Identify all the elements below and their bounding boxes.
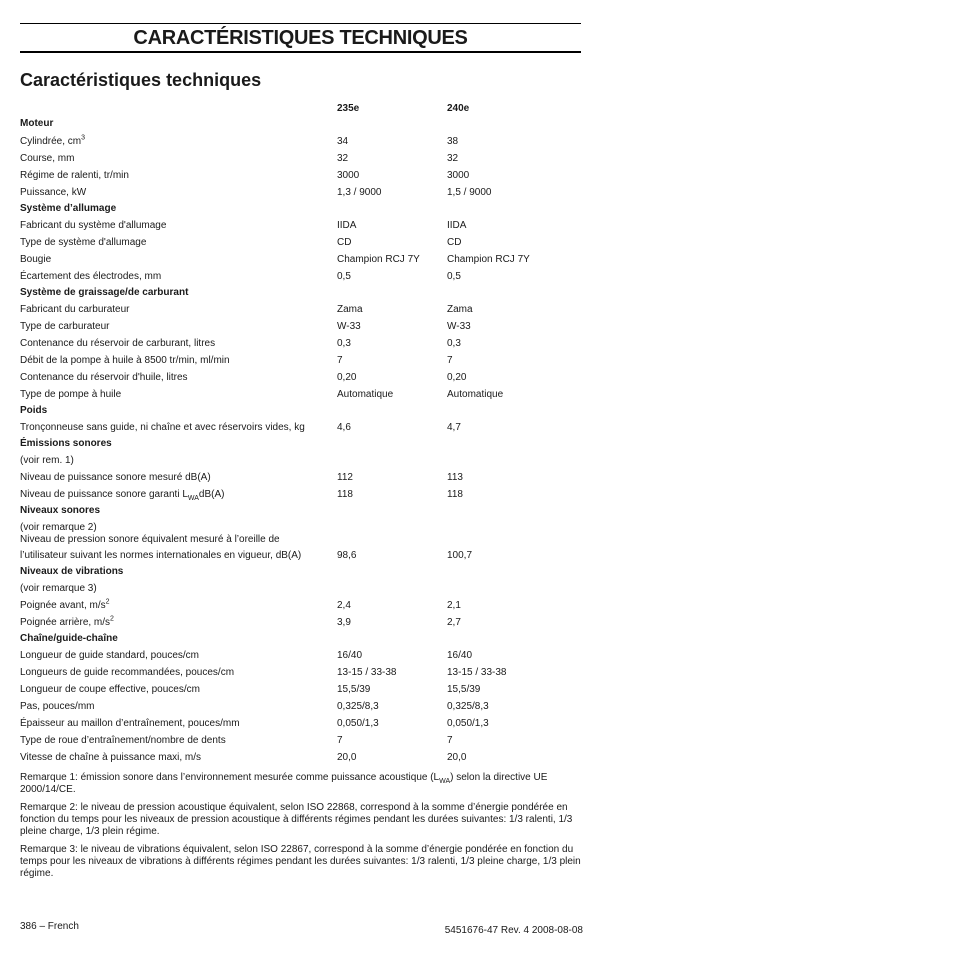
spec-label: Course, mm — [20, 153, 75, 164]
spec-row — [20, 681, 581, 698]
value-240e: 38 — [447, 136, 459, 147]
section-title: Caractéristiques techniques — [20, 70, 262, 90]
spec-label: Poignée arrière, $m/s^2$ — [20, 615, 114, 628]
spec-row — [20, 597, 581, 614]
value-240e: W-33 — [447, 321, 471, 332]
value-240e: 240e — [447, 103, 470, 114]
value-235e: 0,20 — [337, 372, 357, 383]
value-235e: 3,9 — [337, 617, 351, 628]
value-240e: 0,3 — [447, 338, 461, 349]
spec-row — [20, 452, 581, 469]
value-235e: 0,325/8,3 — [337, 701, 379, 712]
spec-label: Bougie — [20, 254, 52, 265]
value-240e: 2,1 — [447, 600, 461, 611]
value-240e: 0,5 — [447, 271, 461, 282]
value-240e: 7 — [447, 735, 453, 746]
value-240e: 1,5 / 9000 — [447, 187, 492, 198]
value-240e: 118 — [447, 489, 463, 500]
section-heading-row — [20, 403, 581, 419]
spec-table — [20, 98, 581, 766]
section-heading-row — [20, 631, 581, 647]
spec-label: Fabricant du système d'allumage — [20, 220, 167, 231]
value-240e: 16/40 — [447, 650, 473, 661]
spec-row — [20, 167, 581, 184]
spec-label: Système de graissage/de carburant — [20, 287, 189, 298]
page-number: 386 – French — [20, 921, 79, 932]
spec-row — [20, 234, 581, 251]
model-header-row — [20, 98, 581, 117]
value-235e: Zama — [337, 304, 363, 315]
spec-row — [20, 486, 581, 503]
spec-row — [20, 698, 581, 715]
spec-row — [20, 715, 581, 732]
value-240e: Automatique — [447, 389, 504, 400]
section-heading-row — [20, 436, 581, 452]
spec-label: Système d’allumage — [20, 203, 117, 214]
spec-label: (voir remarque 3) — [20, 583, 97, 594]
section-heading-row — [20, 503, 581, 519]
section-heading-row — [20, 117, 581, 132]
value-240e: 13-15 / 33-38 — [447, 667, 507, 678]
spec-label: l’utilisateur suivant les normes internationales en vigueur, dB(A) — [20, 550, 302, 561]
value-235e: 7 — [337, 735, 343, 746]
spec-row — [20, 749, 581, 766]
value-235e: CD — [337, 237, 352, 248]
spec-label: Type de système d'allumage — [20, 237, 147, 248]
spec-row — [20, 732, 581, 749]
note-3: Remarque 3: le niveau de vibrations équivalent, selon ISO 22867, correspond à la somme d’énergie pondérée en fonction du temps pour les niveaux de vibrations à différents régimes pendant les durées suivantes: 1/3 ralenti, 1/3 pleine charge, 1/3 plein régime. — [20, 844, 581, 879]
value-240e: 15,5/39 — [447, 684, 481, 695]
spec-label: Niveau de pression sonore équivalent mesuré à l’oreille de — [20, 534, 280, 545]
value-235e: 20,0 — [337, 752, 357, 763]
value-235e: 0,3 — [337, 338, 351, 349]
spec-row — [20, 664, 581, 681]
spec-label: Cylindrée, $cm^3$ — [20, 134, 86, 147]
spec-row — [20, 580, 581, 597]
spec-row — [20, 132, 581, 150]
spec-row — [20, 217, 581, 234]
spec-row — [20, 251, 581, 268]
spec-row — [20, 469, 581, 486]
value-235e: 0,050/1,3 — [337, 718, 379, 729]
value-240e: 100,7 — [447, 550, 473, 561]
header-rule-top — [20, 23, 581, 24]
value-240e: 3000 — [447, 170, 470, 181]
value-240e: 7 — [447, 355, 453, 366]
spec-label: Poids — [20, 405, 48, 416]
spec-label: Régime de ralenti, tr/min — [20, 170, 129, 181]
spec-label: Épaisseur au maillon d’entraînement, pouces/mm — [20, 718, 240, 729]
note-2: Remarque 2: le niveau de pression acoustique équivalent, selon ISO 22868, correspond à la somme d’énergie pondérée en fonction du temps pour les niveaux de pression acoustique à différents régimes pendant les durées suivantes: 1/3 ralenti, 1/3 pleine charge, 1/3 plein régime. — [20, 802, 573, 837]
spec-label: Poignée avant, $m/s^2$ — [20, 598, 110, 611]
value-240e: 20,0 — [447, 752, 467, 763]
spec-label: Niveaux sonores — [20, 505, 101, 516]
section-heading-row — [20, 201, 581, 217]
value-240e: 32 — [447, 153, 459, 164]
page-header-title: CARACTÉRISTIQUES TECHNIQUES — [133, 27, 468, 49]
value-235e: 34 — [337, 136, 349, 147]
spec-label: Chaîne/guide-chaîne — [20, 633, 118, 644]
spec-label: Niveaux de vibrations — [20, 566, 124, 577]
spec-row — [20, 386, 581, 403]
notes — [20, 772, 582, 886]
spec-label: Émissions sonores — [20, 438, 112, 449]
spec-row — [20, 184, 581, 201]
spec-label: Pas, pouces/mm — [20, 701, 95, 712]
spec-label: (voir remarque 2) — [20, 522, 97, 533]
spec-row — [20, 301, 581, 318]
spec-label: Contenance du réservoir de carburant, litres — [20, 338, 216, 349]
value-235e: 7 — [337, 355, 343, 366]
spec-label: Type de pompe à huile — [20, 389, 122, 400]
spec-label: Tronçonneuse sans guide, ni chaîne et avec réservoirs vides, kg — [20, 422, 305, 433]
value-240e: Champion RCJ 7Y — [447, 254, 530, 265]
spec-label: (voir rem. 1) — [20, 455, 74, 466]
value-235e: 98,6 — [337, 550, 357, 561]
spec-label: Niveau de puissance sonore garanti $L_{WA}dB(A)$ — [20, 489, 225, 502]
spec-label: Contenance du réservoir d'huile, litres — [20, 372, 188, 383]
spec-label: Fabricant du carburateur — [20, 304, 130, 315]
value-240e: 113 — [447, 472, 463, 483]
spec-row — [20, 369, 581, 386]
value-235e: 112 — [337, 472, 353, 483]
value-235e: 235e — [337, 103, 360, 114]
value-235e: 3000 — [337, 170, 360, 181]
spec-row — [20, 536, 581, 548]
spec-row — [20, 150, 581, 167]
spec-row — [20, 352, 581, 369]
spec-label: Longueur de coupe effective, pouces/cm — [20, 684, 200, 695]
spec-label: Écartement des électrodes, mm — [20, 271, 162, 282]
value-240e: CD — [447, 237, 462, 248]
value-240e: 0,050/1,3 — [447, 718, 489, 729]
note-1: Remarque 1: émission sonore dans l’environnement mesurée comme puissance acoustique $(L_{WA})$ selon la directive UE 2000/14/CE. — [20, 772, 548, 795]
value-235e: 2,4 — [337, 600, 351, 611]
section-heading-row — [20, 564, 581, 580]
value-235e: 4,6 — [337, 422, 351, 433]
value-235e: 0,5 — [337, 271, 351, 282]
spec-row — [20, 419, 581, 436]
value-235e: 15,5/39 — [337, 684, 371, 695]
spec-label: Type de roue d’entraînement/nombre de dents — [20, 735, 226, 746]
value-235e: W-33 — [337, 321, 361, 332]
value-240e: 4,7 — [447, 422, 461, 433]
spec-label: Niveau de puissance sonore mesuré dB(A) — [20, 472, 211, 483]
value-240e: IIDA — [447, 220, 467, 231]
value-240e: Zama — [447, 304, 473, 315]
value-235e: 32 — [337, 153, 349, 164]
value-235e: IIDA — [337, 220, 357, 231]
section-heading-row — [20, 285, 581, 301]
spec-row — [20, 318, 581, 335]
value-240e: 0,20 — [447, 372, 467, 383]
spec-row — [20, 647, 581, 664]
spec-row — [20, 268, 581, 285]
header-rule-bottom — [20, 51, 581, 53]
value-235e: Automatique — [337, 389, 394, 400]
value-235e: 13-15 / 33-38 — [337, 667, 397, 678]
value-235e: Champion RCJ 7Y — [337, 254, 420, 265]
spec-row — [20, 335, 581, 352]
spec-label: Longueurs de guide recommandées, pouces/cm — [20, 667, 235, 678]
value-235e: 118 — [337, 489, 353, 500]
spec-label: Puissance, kW — [20, 187, 87, 198]
spec-label: Longueur de guide standard, pouces/cm — [20, 650, 200, 661]
value-240e: 0,325/8,3 — [447, 701, 489, 712]
spec-row — [20, 548, 581, 564]
value-235e: 16/40 — [337, 650, 363, 661]
value-235e: 1,3 / 9000 — [337, 187, 382, 198]
spec-label: Type de carburateur — [20, 321, 110, 332]
spec-row — [20, 614, 581, 631]
spec-label: Moteur — [20, 118, 54, 129]
spec-label: Vitesse de chaîne à puissance maxi, m/s — [20, 752, 202, 763]
value-240e: 2,7 — [447, 617, 461, 628]
document-reference: 5451676-47 Rev. 4 2008-08-08 — [444, 925, 583, 936]
spec-label: Débit de la pompe à huile à 8500 tr/min, ml/min — [20, 355, 230, 366]
